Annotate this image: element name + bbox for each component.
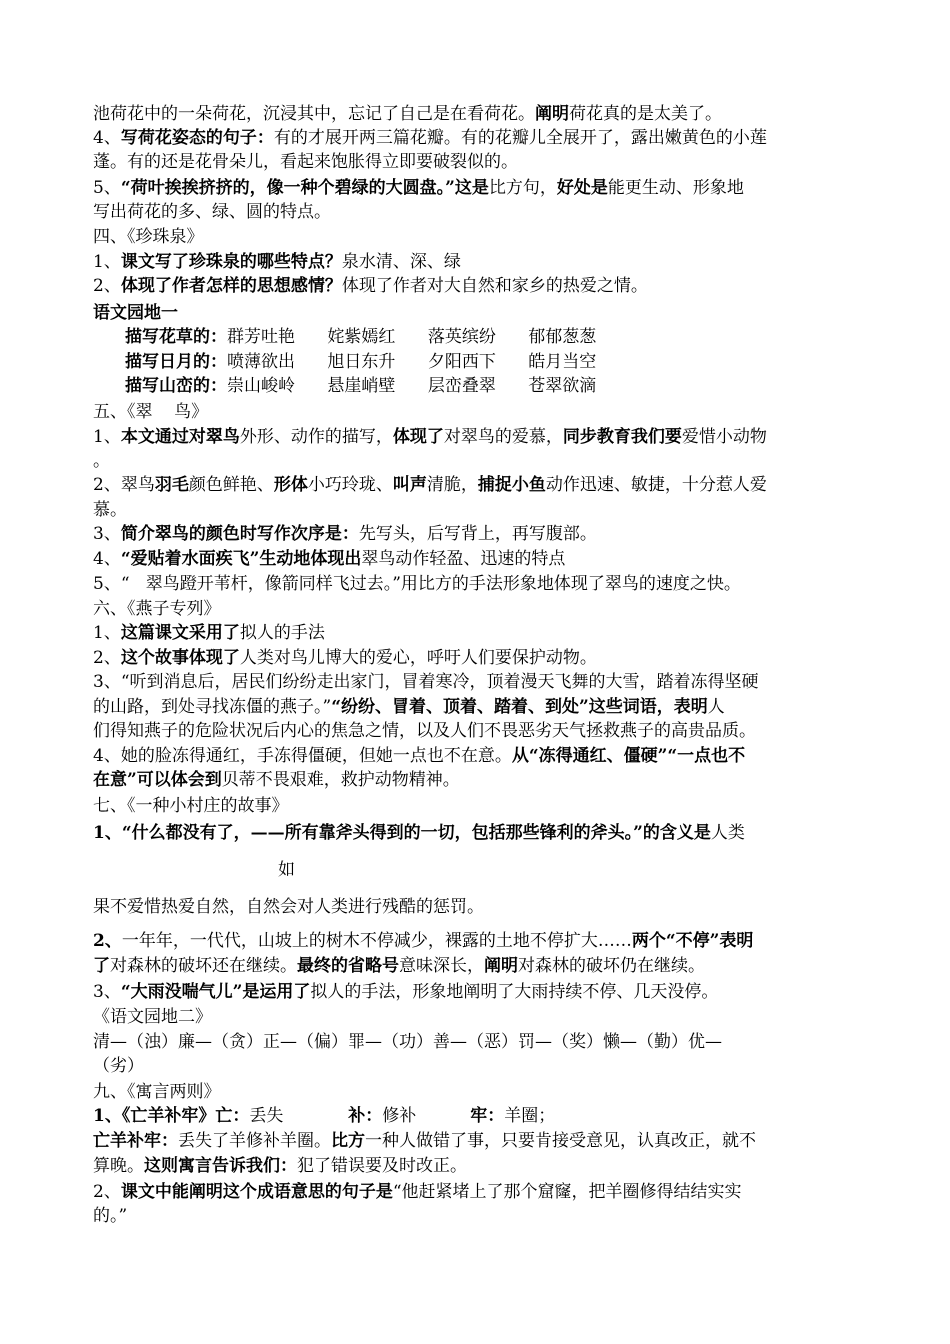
text-line: [93, 102, 873, 126]
text-line: [93, 301, 873, 325]
text-run: 牢：: [470, 1106, 505, 1126]
text-run: 阐明: [535, 104, 569, 124]
text-run: 清脆，: [426, 475, 478, 495]
text-line: [93, 597, 873, 621]
text-run: 外形、动作的描写，: [239, 427, 393, 447]
text-line: [93, 274, 873, 298]
text-line: [93, 695, 873, 719]
text-run: 描写花草的：: [125, 327, 227, 347]
text-run: “大雨没喘气儿”是运用了: [120, 982, 311, 1002]
text-run: 体现了: [392, 427, 444, 447]
text-run: 颜色鲜艳、: [188, 475, 274, 495]
text-run: 能更生动、形象地: [607, 178, 744, 198]
text-run: 泉水清、深、绿: [341, 252, 461, 272]
text-run: 3、: [93, 524, 121, 544]
text-run: 六、《燕子专列》: [93, 599, 221, 619]
text-run: 好处是: [556, 178, 608, 198]
text-run: 小巧玲珑、: [307, 475, 393, 495]
text-line: [93, 473, 873, 497]
text-run: 先写头，后写背上，再写腹部。: [358, 524, 597, 544]
text-run: 对森林的破坏仍在继续。: [518, 956, 705, 976]
text-run: 叫声: [392, 475, 427, 495]
text-line: [93, 126, 873, 150]
text-line: [93, 572, 873, 596]
text-run: 3、“听到消息后，居民们纷纷走出家门，冒着寒冷，顶着漫天飞舞的大雪，踏着冻得坚硬: [93, 672, 759, 692]
text-line: [93, 400, 873, 424]
text-line: [93, 1204, 873, 1228]
text-run: 体现了作者怎样的思想感情？: [120, 276, 342, 296]
text-run: 描写山峦的：: [125, 376, 227, 396]
text-run: 如: [278, 860, 295, 880]
text-run: 体现了作者对大自然和家乡的热爱之情。: [341, 276, 648, 296]
text-run: 这则寓言告诉我们：: [144, 1156, 297, 1176]
text-run: “爱贴着水面疾飞”生动地体现出: [120, 549, 362, 569]
text-run: 1、: [93, 252, 121, 272]
text-run: 描写日月的：: [125, 352, 227, 372]
text-line: [93, 425, 873, 449]
text-run: 2、翠鸟: [93, 475, 155, 495]
text-run: 爱惜小动物: [681, 427, 767, 447]
text-run: 对森林的破坏还在继续。: [110, 956, 297, 976]
text-line: [125, 325, 905, 349]
text-run: 犯了错误要及时改正。: [297, 1156, 467, 1176]
text-line: [93, 1005, 873, 1029]
text-run: 七、《一种小村庄的故事》: [93, 796, 289, 816]
text-run: 2、: [93, 1182, 121, 1202]
text-run: 喷薄欲出 旭日东升 夕阳西下 皓月当空: [227, 352, 597, 372]
text-run: 1、《亡羊补牢》亡：: [93, 1106, 250, 1126]
text-run: 对翠鸟的爱慕，: [443, 427, 563, 447]
text-run: 意味深长，: [399, 956, 484, 976]
text-run: 们得知燕子的危险状况后内心的焦急之情，以及人们不畏恶劣天气拯救燕子的高贵品质。: [93, 721, 756, 741]
text-run: 这个故事体现了: [120, 648, 240, 668]
text-run: 5、“ 翠鸟蹬开苇杆，像箭同样飞过去。”用比方的手法形象地体现了翠鸟的速度之快。: [93, 574, 741, 594]
text-line: [93, 1180, 873, 1204]
text-run: 果不爱惜热爱自然，自然会对人类进行残酷的惩罚。: [93, 897, 484, 917]
text-run: 本文通过对翠鸟: [120, 427, 240, 447]
text-line: [93, 449, 873, 473]
text-run: 一年年，一代代，山坡上的树木不停减少，裸露的土地不停扩大……: [121, 931, 632, 951]
text-line: [93, 200, 873, 224]
text-line: [93, 176, 873, 200]
text-run: 简介翠鸟的颜色时写作次序是：: [120, 524, 359, 544]
text-line: [93, 980, 873, 1004]
text-run: 贝蒂不畏艰难，救护动物精神。: [221, 770, 460, 790]
text-run: 群芳吐艳 姹紫嫣红 落英缤纷 郁郁葱葱: [227, 327, 597, 347]
text-line: [93, 895, 873, 919]
text-run: 荷花真的是太美了。: [569, 104, 722, 124]
text-run: “荷叶挨挨挤挤的，像一种个碧绿的大圆盘。”这是: [120, 178, 489, 198]
text-line: [93, 646, 873, 670]
text-line: [93, 1154, 873, 1178]
text-run: 课文中能阐明这个成语意思的句子是: [120, 1182, 393, 1202]
text-run: 《语文园地二》: [93, 1007, 212, 1027]
text-run: （劣）: [93, 1056, 144, 1076]
text-line: [93, 225, 873, 249]
text-line: [93, 547, 873, 571]
text-run: 的山路，到处寻找冻僵的燕子。”: [93, 697, 332, 717]
text-run: 拟人的手法，形象地阐明了大雨持续不停、几天没停。: [310, 982, 719, 1002]
text-run: 四、《珍珠泉》: [93, 227, 204, 247]
text-run: 羊圈；: [504, 1106, 556, 1126]
text-run: 比方: [331, 1131, 365, 1151]
text-run: 丢失: [249, 1106, 349, 1126]
text-run: 1、“什么都没有了，——所有靠斧头得到的一切，包括那些锋利的斧头。”的含义是: [93, 823, 711, 843]
text-run: 从“冻得通红、僵硬”“一点也不: [511, 746, 746, 766]
text-run: 这篇课文采用了: [120, 623, 240, 643]
text-run: 课文写了珍珠泉的哪些特点？: [120, 252, 342, 272]
text-run: 人类: [710, 823, 745, 843]
text-run: “他赶紧堵上了那个窟窿，把羊圈修得结结实实: [392, 1182, 742, 1202]
text-line: [125, 350, 905, 374]
text-run: “纷纷、冒着、顶着、踏着、到处”这些词语，表明: [331, 697, 708, 717]
text-line: [93, 954, 873, 978]
text-line: [93, 794, 873, 818]
text-run: 人类对鸟儿博大的爱心，呼吁人们要保护动物。: [239, 648, 597, 668]
text-line: [93, 150, 873, 174]
text-run: 4、: [93, 549, 121, 569]
text-run: 的。”: [93, 1206, 128, 1226]
text-run: 1、: [93, 427, 121, 447]
text-run: 2、: [93, 276, 121, 296]
text-line: [278, 858, 950, 882]
text-line: [93, 1080, 873, 1104]
text-run: 2、: [93, 931, 122, 951]
text-line: [93, 1104, 873, 1128]
text-line: [93, 621, 873, 645]
text-line: [93, 1129, 873, 1153]
text-line: [93, 498, 873, 522]
text-run: 池荷花中的一朵荷花，沉浸其中，忘记了自己是在看荷花。: [93, 104, 535, 124]
text-run: 拟人的手法: [239, 623, 325, 643]
text-run: 4、她的脸冻得通红，手冻得僵硬，但她一点也不在意。: [93, 746, 512, 766]
text-line: [93, 768, 873, 792]
text-run: 语文园地一: [93, 303, 178, 323]
text-line: [93, 1030, 873, 1054]
text-run: 五、《翠 鸟》: [93, 402, 209, 422]
text-run: 4、: [93, 128, 121, 148]
text-run: 丢失了羊修补羊圈。: [178, 1131, 331, 1151]
text-run: 亡羊补牢：: [93, 1131, 178, 1151]
text-line: [93, 821, 873, 845]
text-run: 。: [93, 451, 110, 471]
text-run: 修补: [382, 1106, 471, 1126]
text-run: 2、: [93, 648, 121, 668]
text-run: 同步教育我们要: [562, 427, 682, 447]
text-run: 动作迅速、敏捷，十分惹人爱: [545, 475, 767, 495]
text-run: 人: [707, 697, 725, 717]
text-line: [93, 522, 873, 546]
text-run: 阐明: [484, 956, 518, 976]
text-run: 形体: [273, 475, 308, 495]
text-run: 有的才展开两三篇花瓣。有的花瓣儿全展开了，露出嫩黄色的小莲: [273, 128, 767, 148]
text-run: 蓬。有的还是花骨朵儿，看起来饱胀得立即要破裂似的。: [93, 152, 518, 172]
text-run: 一种人做错了事，只要肯接受意见，认真改正，就不: [365, 1131, 756, 1151]
text-line: [93, 719, 873, 743]
text-line: [93, 929, 873, 953]
text-run: 翠鸟动作轻盈、迅速的特点: [361, 549, 566, 569]
text-run: 九、《寓言两则》: [93, 1082, 221, 1102]
text-line: [93, 670, 873, 694]
text-run: 崇山峻岭 悬崖峭壁 层峦叠翠 苍翠欲滴: [227, 376, 597, 396]
text-run: 两个“不停”表明: [631, 931, 754, 951]
text-run: 3、: [93, 982, 121, 1002]
text-run: 慕。: [93, 500, 127, 520]
text-run: 写出荷花的多、绿、圆的特点。: [93, 202, 331, 222]
text-line: [93, 250, 873, 274]
text-run: 清—（浊）廉—（贪）正—（偏）罪—（功）善—（恶）罚—（奖）懒—（勤）优—: [93, 1032, 722, 1052]
text-run: 补：: [348, 1106, 383, 1126]
text-run: 捕捉小鱼: [477, 475, 546, 495]
text-run: 在意”可以体会到: [93, 770, 222, 790]
text-run: 5、: [93, 178, 121, 198]
text-line: [125, 374, 905, 398]
text-run: 1、: [93, 623, 121, 643]
text-run: 比方句，: [488, 178, 557, 198]
text-line: [93, 744, 873, 768]
text-line: [93, 1054, 873, 1078]
text-run: 写荷花姿态的句子：: [120, 128, 274, 148]
text-run: 羽毛: [154, 475, 189, 495]
text-run: 了: [93, 956, 110, 976]
text-run: 最终的省略号: [297, 956, 399, 976]
text-run: 算晚。: [93, 1156, 144, 1176]
